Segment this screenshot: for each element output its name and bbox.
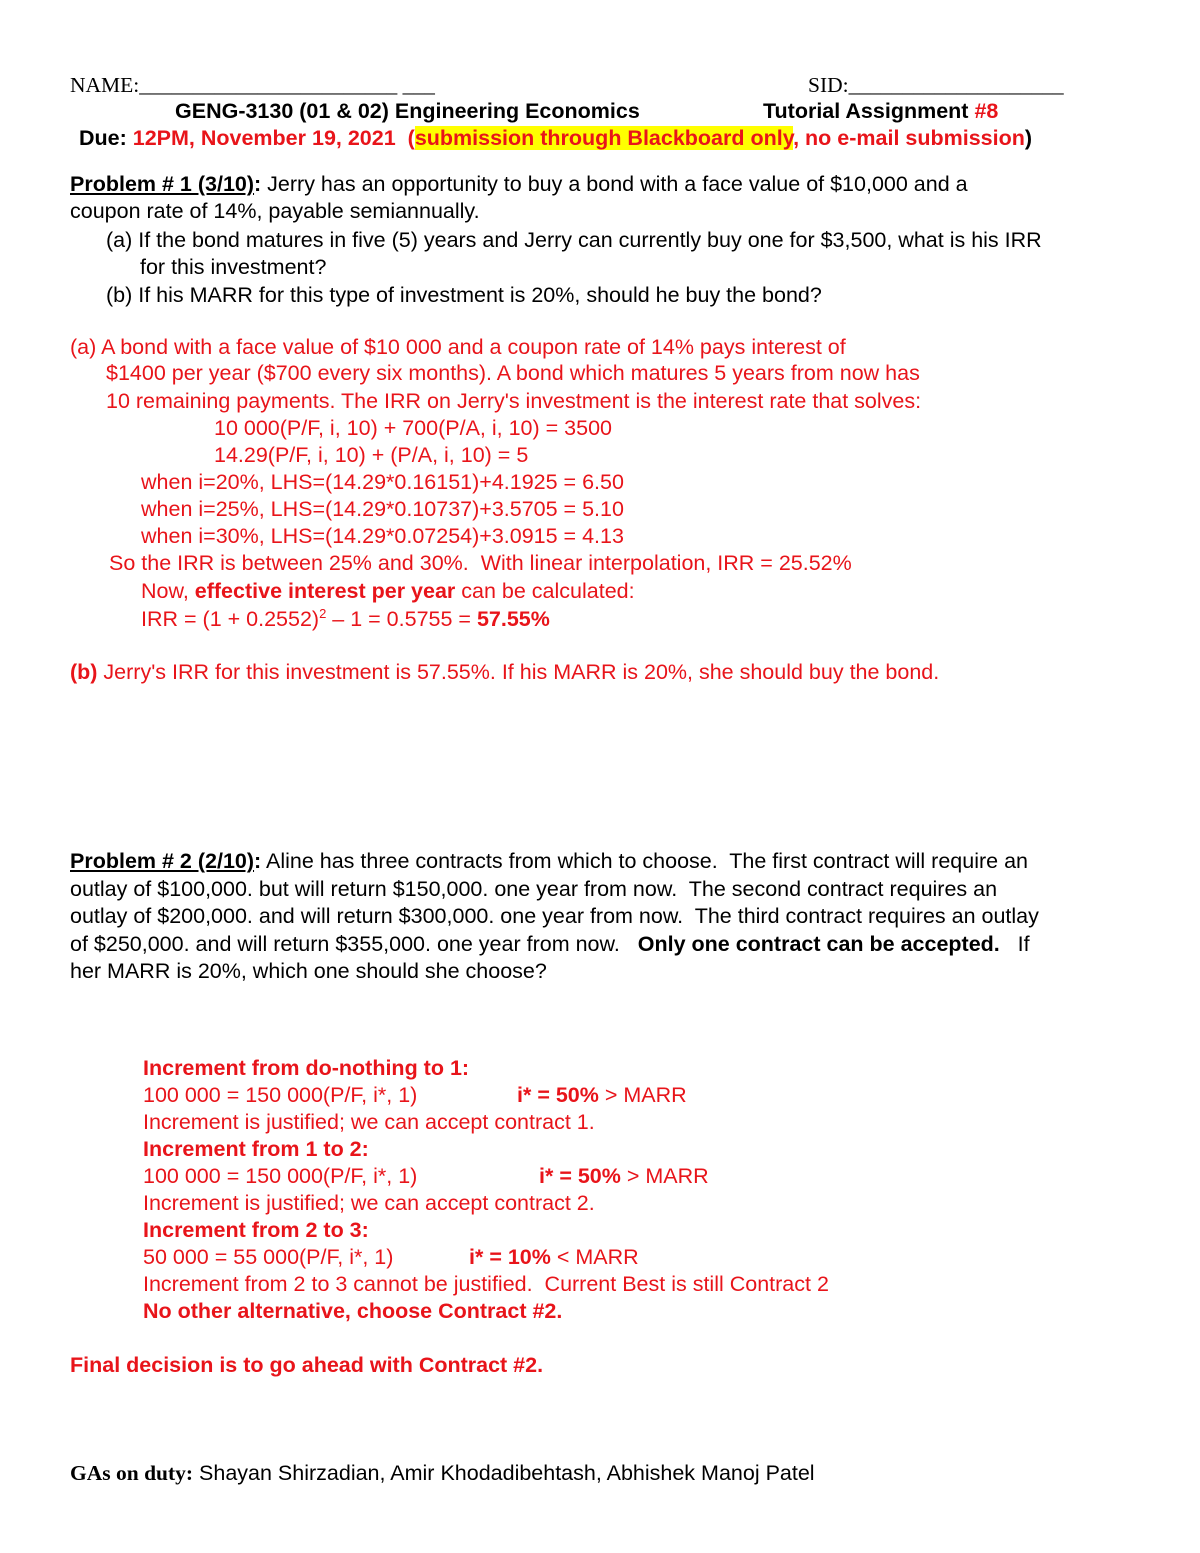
problem1-text: coupon rate of 14%, payable semiannually.	[70, 199, 480, 223]
name-label: NAME:	[70, 73, 140, 97]
increment-3-title: Increment from 2 to 3:	[143, 1218, 369, 1242]
problem1-part-b: (b) If his MARR for this type of investment is 20%, should he buy the bond?	[106, 283, 822, 307]
footer-names: Shayan Shirzadian, Amir Khodadibehtash, Abhishek Manoj Patel	[193, 1461, 815, 1485]
problem1-heading: Problem # 1 (3/10)	[70, 172, 255, 196]
irr-result-line: IRR = $(1 + 0.2552)^2 - 1 = 0.5755 = 57.55\%$	[141, 605, 550, 631]
irr-result: 57.55%	[476, 607, 550, 631]
increment-2-title: Increment from 1 to 2:	[143, 1137, 369, 1161]
sid-field	[808, 72, 1064, 98]
increment-2-note: Increment is justified; we can accept contract 2.	[143, 1191, 595, 1215]
problem2-line4: of $250,000. and will return $355,000. one year from now. Only one contract can be accepted. If	[70, 932, 1030, 956]
footer-gas	[70, 1460, 815, 1486]
sid-label: SID:	[808, 73, 849, 97]
submission-highlight: submission through Blackboard only	[414, 126, 794, 150]
trial-25: when i=25%, LHS=(14.29*0.10737)+3.5705 = 5.10	[141, 497, 624, 521]
problem2-line5: her MARR is 20%, which one should she choose?	[70, 959, 547, 983]
course-title: GENG-3130 (01 & 02) Engineering Economics	[175, 99, 640, 123]
problem2-line3: outlay of $200,000. and will return $300,000. one year from now. The third contract requires an outlay	[70, 904, 1039, 928]
problem2-heading: Problem # 2 (2/10)	[70, 849, 255, 873]
answer-a-line3: 10 remaining payments. The IRR on Jerry's investment is the interest rate that solves:	[106, 389, 922, 413]
increment-3-equation: 50 000 = 55 000(P/F, i*, 1)	[143, 1245, 394, 1269]
equation-1: 10 000(P/F, i, 10) + 700(P/A, i, 10) = 3500	[214, 416, 612, 440]
conclusion: No other alternative, choose Contract #2.	[143, 1299, 563, 1323]
trial-20: when i=20%, LHS=(14.29*0.16151)+4.1925 = 6.50	[141, 470, 624, 494]
due-date: 12PM, November 19, 2021	[132, 126, 396, 150]
name-field	[70, 72, 435, 98]
assignment-number: #8	[974, 99, 999, 123]
problem2-line2: outlay of $100,000. but will return $150,000. one year from now. The second contract requires an	[70, 877, 998, 901]
effective-interest-line: Now, effective interest per year can be calculated:	[141, 579, 635, 603]
increment-1-note: Increment is justified; we can accept contract 1.	[143, 1110, 595, 1134]
due-line: Due: 12PM, November 19, 2021 (submission through Blackboard only, no e-mail submission)	[79, 126, 1033, 150]
answer-a-line2: $1400 per year ($700 every six months). A bond which matures 5 years from now has	[106, 361, 920, 385]
final-decision: Final decision is to go ahead with Contract #2.	[70, 1353, 544, 1377]
sid-blank: ____________________	[848, 73, 1064, 97]
problem1-part-a: (a) If the bond matures in five (5) years and Jerry can currently buy one for $3,500, what is his IRR	[106, 228, 1042, 252]
name-blank: ________________________ ___	[139, 73, 435, 97]
increment-3-result: i* = 10% < MARR	[469, 1245, 639, 1269]
equation-2: 14.29(P/F, i, 10) + (P/A, i, 10) = 5	[214, 443, 529, 467]
increment-2-result: i* = 50% > MARR	[539, 1164, 709, 1188]
increment-2-equation: 100 000 = 150 000(P/F, i*, 1)	[143, 1164, 418, 1188]
answer-b: (b) Jerry's IRR for this investment is 57.55%. If his MARR is 20%, she should buy the bond.	[70, 660, 940, 684]
problem1-part-a-cont: for this investment?	[140, 255, 327, 279]
trial-30: when i=30%, LHS=(14.29*0.07254)+3.0915 = 4.13	[141, 524, 624, 548]
problem1-intro: Problem # 1 (3/10): Jerry has an opportunity to buy a bond with a face value of $10,000 and a	[70, 172, 968, 196]
increment-1-result: i* = 50% > MARR	[517, 1083, 687, 1107]
answer-a-line1: (a) A bond with a face value of $10 000 and a coupon rate of 14% pays interest of	[70, 335, 846, 359]
increment-3-note: Increment from 2 to 3 cannot be justified. Current Best is still Contract 2	[143, 1272, 829, 1296]
increment-1-equation: 100 000 = 150 000(P/F, i*, 1)	[143, 1083, 418, 1107]
interpolation-line: So the IRR is between 25% and 30%. With linear interpolation, IRR = 25.52%	[109, 551, 852, 575]
problem2-intro: Problem # 2 (2/10): Aline has three contracts from which to choose. The first contract will require an	[70, 849, 1028, 873]
assignment-title: Tutorial Assignment #8	[763, 99, 999, 123]
footer-label: GAs on duty:	[70, 1461, 194, 1485]
increment-1-title: Increment from do-nothing to 1:	[143, 1056, 470, 1080]
